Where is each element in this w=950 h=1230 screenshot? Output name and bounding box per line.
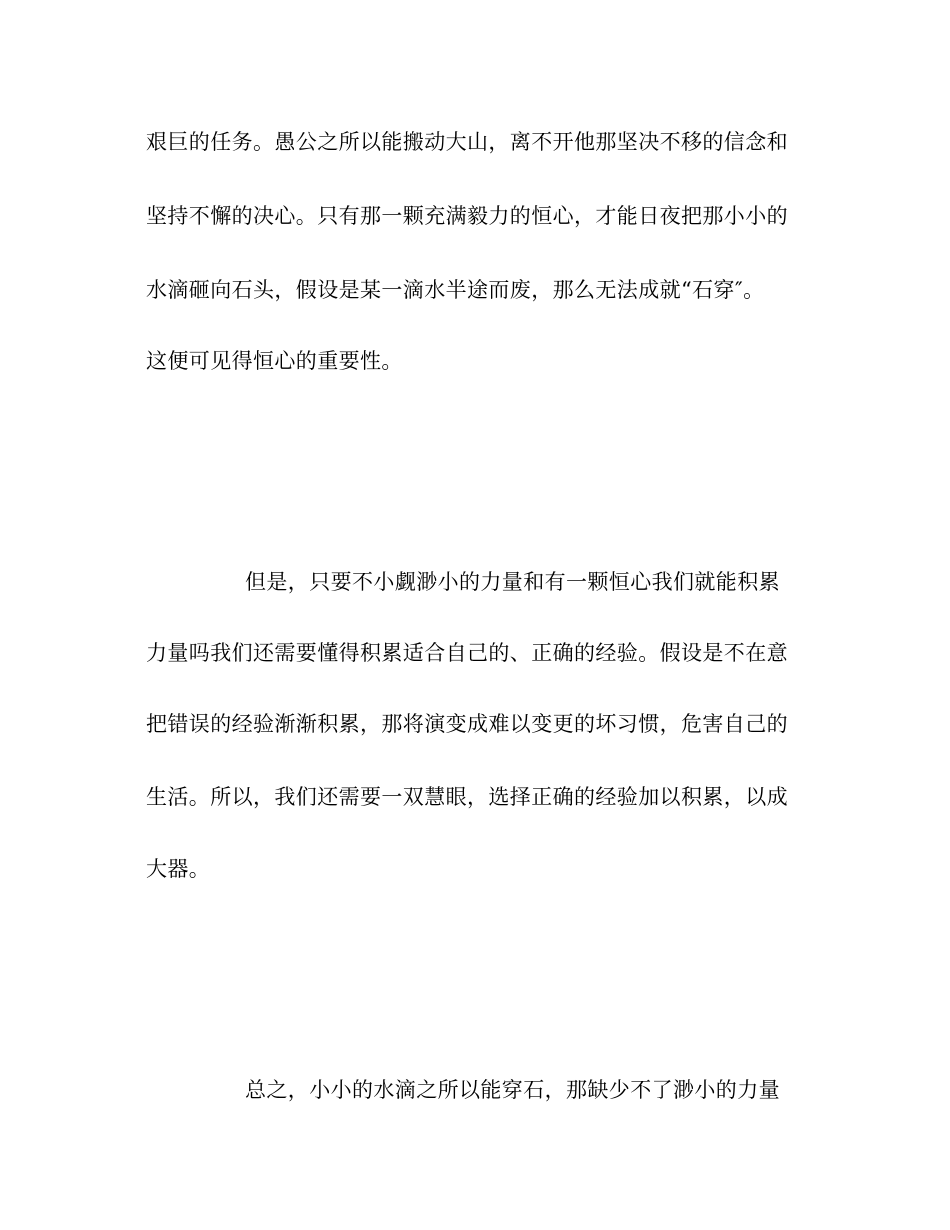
paragraph-1-line-3: 水滴砸向石头，假设是某一滴水半途而废，那么无法成就“石穿″。: [146, 278, 765, 302]
paragraph-2-line-2: 力量吗我们还需要懂得积累适合自己的、正确的经验。假设是不在意: [146, 641, 788, 665]
paragraph-2-line-1: 但是，只要不小觑渺小的力量和有一颗恒心我们就能积累: [245, 570, 780, 594]
paragraph-1-line-2: 坚持不懈的决心。只有那一颗充满毅力的恒心，才能日夜把那小小的: [146, 204, 788, 228]
paragraph-1-line-1: 艰巨的任务。愚公之所以能搬动大山，离不开他那坚决不移的信念和: [146, 130, 788, 154]
paragraph-2-line-5: 大器。: [146, 857, 211, 881]
paragraph-3-line-1: 总之，小小的水滴之所以能穿石，那缺少不了渺小的力量: [245, 1078, 780, 1102]
paragraph-2-line-4: 生活。所以，我们还需要一双慧眼，选择正确的经验加以积累，以成: [146, 785, 788, 809]
paragraph-1-line-4: 这便可见得恒心的重要性。: [146, 349, 403, 373]
paragraph-2-line-3: 把错误的经验渐渐积累，那将演变成难以变更的坏习惯，危害自己的: [146, 712, 788, 736]
